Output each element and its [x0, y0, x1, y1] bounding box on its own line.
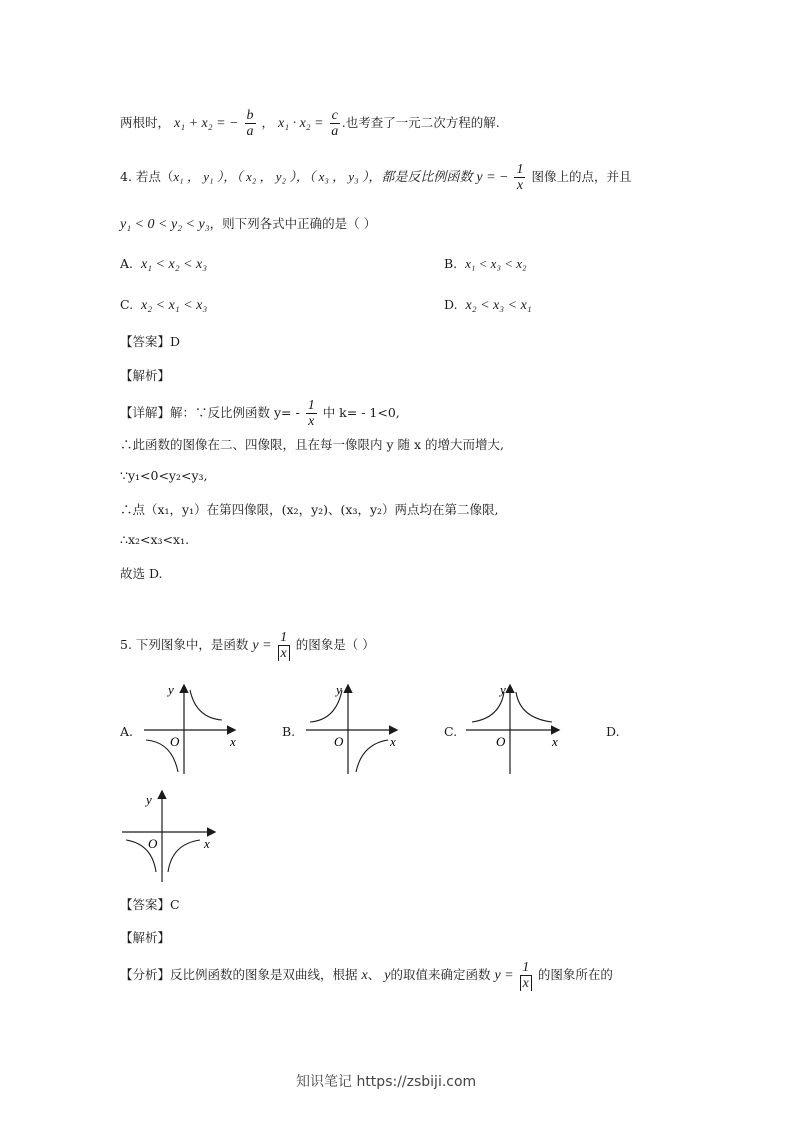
frac-den: x: [516, 178, 524, 193]
q4-points: x₁ ， y₁ ），（ x₂ ， y₂ ），（ x₃ ， y₃ ），都是反比例函数: [173, 169, 473, 184]
frac-num: b: [246, 108, 254, 123]
graph-a: [140, 680, 250, 775]
frac-1-absx: [278, 630, 290, 661]
q4-line3: ∵y₁<0<y₂<y₃,: [120, 468, 208, 483]
q5-fenxi: [120, 960, 613, 991]
graph-label-b[interactable]: B.: [282, 724, 296, 739]
frac-num: c: [331, 108, 338, 123]
origin-label: O: [334, 734, 344, 749]
vieta-prefix: 两根时，: [120, 115, 171, 130]
option-d[interactable]: [444, 297, 532, 314]
fenxi-var-y: y: [384, 968, 391, 983]
x-label: x: [552, 734, 558, 749]
q5-stem-after: 的图象是（ ）: [295, 637, 375, 652]
y-label: y: [500, 682, 506, 697]
frac-num: 1: [516, 162, 524, 177]
q5-answer: [120, 895, 180, 913]
frac-den: x: [308, 414, 315, 429]
detail-tag: 【详解】: [120, 405, 171, 420]
fenxi-text-c: 的图象所在的: [537, 967, 613, 982]
option-text: x₂ < x₁ < x₃: [141, 298, 208, 313]
detail-text-b: 中 k= - 1<0,: [322, 405, 400, 420]
curve-q1: [516, 692, 552, 722]
curve-q4: [168, 840, 200, 872]
graph-c: [462, 680, 572, 775]
q4-cond: y₁ < 0 < y₂ < y₃: [120, 217, 210, 232]
q4-detail-line1: [120, 398, 400, 429]
option-text: x₁ < x₃ < x₂: [465, 256, 527, 271]
q4-stem-before: 4. 若点（: [120, 169, 174, 184]
vieta-sum: x₁ + x₂ = −: [174, 116, 239, 131]
analysis-tag: 【解析】: [120, 368, 171, 383]
graph-label-d[interactable]: D.: [606, 724, 620, 739]
q4-line5: ∴x₂<x₃<x₁.: [120, 532, 190, 547]
option-label: D.: [444, 297, 458, 312]
origin-label: O: [148, 836, 158, 851]
q4-line2: ∴此函数的图像在二、四像限，且在每一像限内 y 随 x 的增大而增大,: [120, 437, 504, 452]
vieta-prod: x₁ · x₂ =: [277, 116, 324, 131]
vieta-sep: ，: [261, 115, 274, 130]
option-text: x₂ < x₃ < x₁: [465, 298, 532, 313]
q5-analysis-tag: [120, 928, 170, 946]
x-label: x: [204, 836, 210, 851]
frac-den: a: [246, 124, 254, 139]
option-label: B.: [444, 256, 458, 271]
q4-analysis-tag: [120, 366, 170, 384]
q4-stem-after: 图像上的点，并且: [531, 169, 632, 184]
q4-stem: [120, 162, 631, 193]
y-label: y: [146, 792, 152, 807]
option-c[interactable]: [120, 297, 207, 314]
frac-den: a: [331, 124, 339, 139]
frac-c-a: [330, 108, 340, 139]
frac-num: 1: [307, 398, 315, 413]
q4-line6: 故选 D.: [120, 566, 163, 581]
q4-line4: ∴点（x₁，y₁）在第四像限，(x₂，y₂)、(x₃，y₂）两点均在第二像限,: [120, 502, 499, 517]
y-label: y: [336, 682, 342, 697]
analysis-tag: 【解析】: [120, 930, 171, 945]
fenxi-var-x: x: [361, 968, 368, 983]
q5-func: y =: [252, 638, 272, 653]
graph-label-c[interactable]: C.: [444, 724, 458, 739]
origin-label: O: [496, 734, 506, 749]
graph-d: [120, 788, 230, 883]
fenxi-text-b: 的取值来确定函数: [390, 967, 491, 982]
option-label: C.: [120, 297, 134, 312]
x-label: x: [230, 734, 236, 749]
graph-b: [302, 680, 412, 775]
answer-value: D: [170, 334, 181, 349]
q5-stem: [120, 630, 375, 661]
curve-q4: [356, 740, 388, 772]
q5-stem-text: 5. 下列图象中，是函数: [120, 637, 249, 652]
vieta-suffix: .也考查了一元二次方程的解.: [341, 115, 500, 130]
origin-label: O: [170, 734, 180, 749]
frac-1-x-detail: [306, 398, 317, 429]
answer-value: C: [170, 897, 180, 912]
frac-den: x: [278, 646, 290, 661]
graph-label-a[interactable]: A.: [120, 724, 134, 739]
option-a[interactable]: [120, 256, 207, 273]
fenxi-text-a: 反比例函数的图象是双曲线，根据: [170, 967, 358, 982]
q4-func: y = −: [476, 170, 509, 185]
option-label: A.: [120, 256, 134, 271]
curve-q1: [190, 690, 222, 720]
footer-watermark: 知识笔记 https://zsbiji.com: [296, 1074, 477, 1090]
q4-condition: [120, 214, 376, 233]
frac-b-a: [245, 108, 256, 139]
x-label: x: [390, 734, 396, 749]
option-text: x₁ < x₂ < x₃: [140, 257, 208, 272]
frac-1-absx-fenxi: [520, 960, 532, 991]
fenxi-sep: 、: [367, 967, 381, 982]
frac-1-x: [514, 162, 525, 193]
frac-num: 1: [520, 960, 532, 976]
answer-tag: 【答案】: [120, 334, 171, 349]
vieta-line: [120, 108, 500, 139]
q4-answer: [120, 332, 180, 350]
y-label: y: [168, 682, 174, 697]
fenxi-func: y =: [494, 968, 514, 983]
frac-den: x: [520, 976, 532, 991]
detail-text-a: 解：∵反比例函数 y= -: [170, 405, 300, 420]
frac-num: 1: [278, 630, 290, 646]
answer-tag: 【答案】: [120, 897, 171, 912]
q4-cond-tail: ，则下列各式中正确的是（ ）: [209, 216, 377, 231]
option-b[interactable]: [444, 256, 527, 272]
fenxi-tag: 【分析】: [120, 967, 171, 982]
